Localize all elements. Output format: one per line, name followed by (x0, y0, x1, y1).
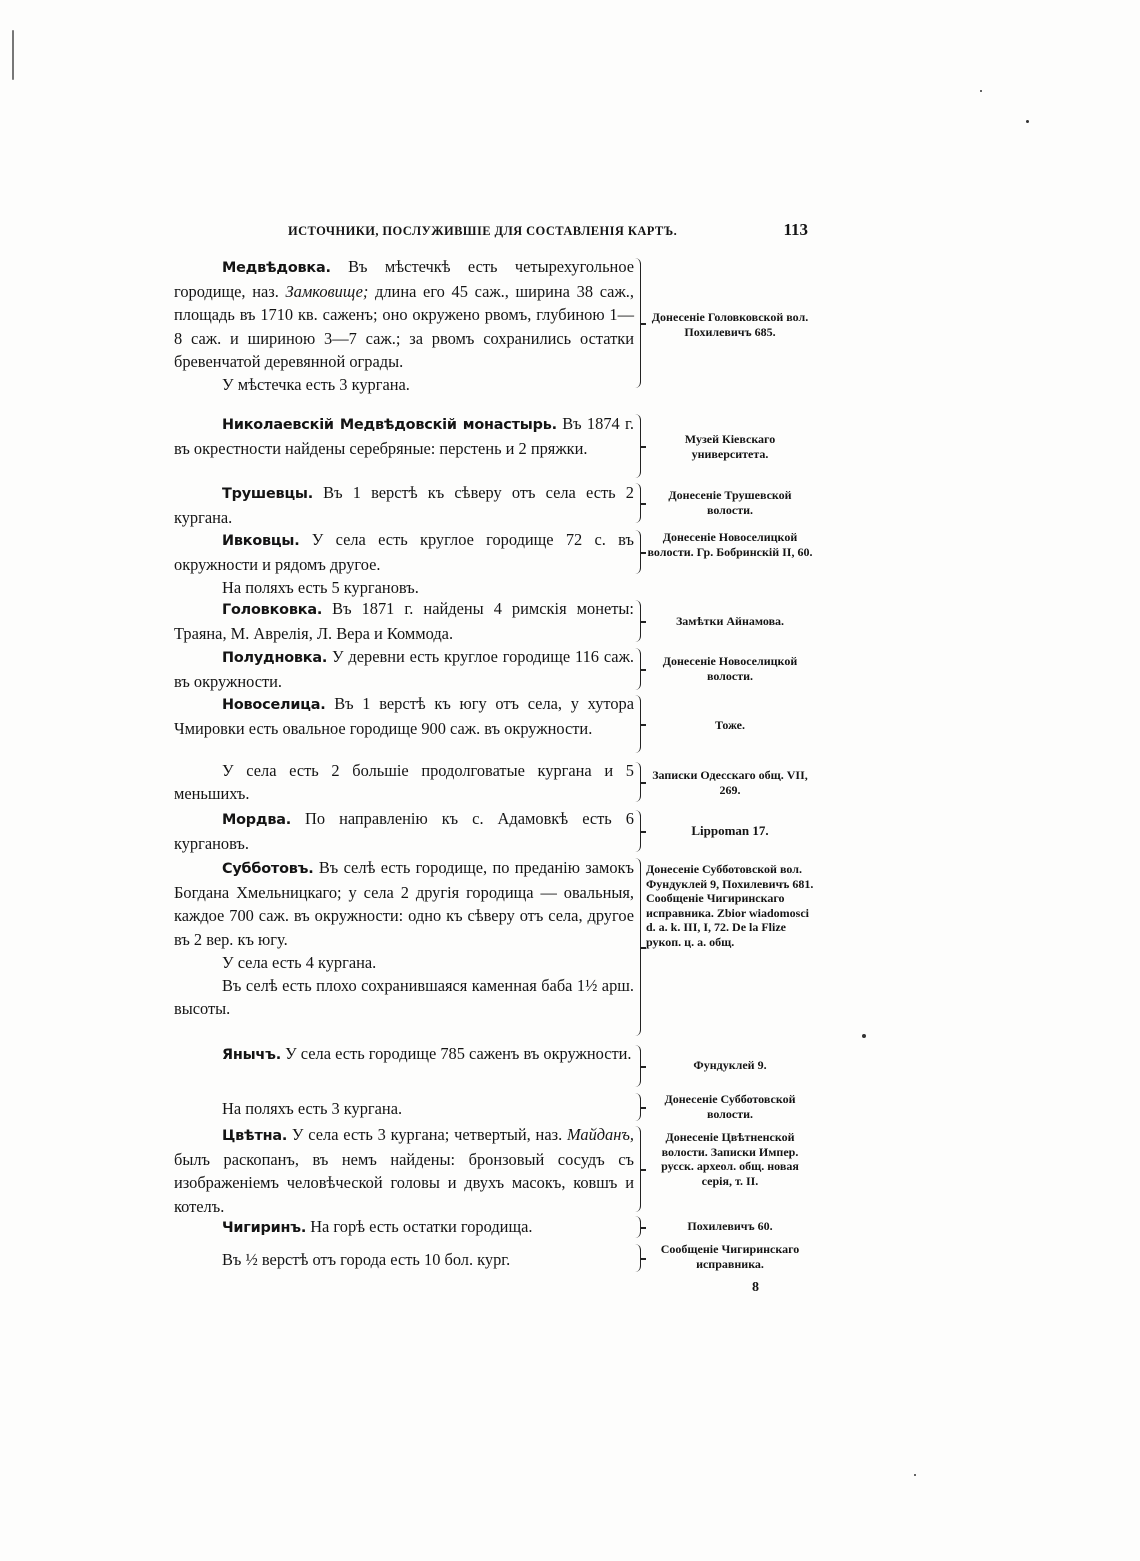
entry-paragraph: Янычъ. У села есть городище 785 саженъ въ окружности. (222, 1044, 632, 1063)
entry-novoselitsa (174, 692, 634, 740)
brace (632, 483, 641, 523)
scan-artifact (12, 30, 14, 80)
entry-paragraph: Цвѣтна. У села есть 3 кургана; четвертый, наз. Майданъ, былъ раскопанъ, въ немъ найдены: бронзовый сосудъ съ изображеніемъ человѣческой головы и двухъ масокъ, ковшъ и котелъ. (174, 1125, 634, 1216)
source-note: Lippoman 17. (691, 823, 769, 838)
page-header (288, 220, 808, 244)
source-note: Донесеніе Субботовской вол. Фундуклей 9, Похилевичъ 681. Сообщеніе Чигиринскаго исправника. Zbior wiadomosci d. a. k. III, I, 72. De la Flize рукоп. ц. а. общ. (646, 862, 814, 949)
entry-tsvetna (174, 1123, 634, 1218)
entry-heading: Ивковцы. (222, 533, 300, 549)
source-note: Донесеніе Головковской вол. Похилевичъ 685. (651, 310, 809, 339)
entry-heading: Янычъ. (222, 1047, 281, 1063)
entry-mordva (174, 807, 634, 855)
scan-artifact (1026, 120, 1029, 123)
source-note: Записки Одесскаго общ. VII, 269. (652, 768, 808, 797)
entry-paragraph: Полудновка. У деревни есть круглое городище 116 саж. въ окружности. (174, 647, 634, 692)
entry-paragraph: Ивковцы. У села есть круглое городище 72 с. въ окружности и рядомъ другое. (174, 530, 634, 575)
entry-trushevtsy (174, 481, 634, 529)
entry-paragraph: Въ ½ верстѣ отъ города есть 10 бол. кург. (222, 1250, 511, 1269)
entry-heading: Новоселица. (222, 697, 326, 713)
entry-paragraph: Мордва. По направленію къ с. Адамовкѣ есть 6 кургановъ. (174, 809, 634, 854)
entry-novoselitsa-kurgans (174, 759, 634, 805)
running-title: ИСТОЧНИКИ, ПОСЛУЖИВШІЕ ДЛЯ СОСТАВЛЕНІЯ КАРТЪ. (288, 224, 678, 238)
entry-paragraph: Въ селѣ есть плохо сохранившаяся каменная баба 1½ арш. высоты. (174, 976, 634, 1019)
brace (632, 414, 641, 478)
entry-paragraph: Трушевцы. Въ 1 верстѣ къ сѣверу отъ села есть 2 кургана. (174, 483, 634, 528)
source-note: Донесеніе Новоселицкой волости. Гр. Бобринскій II, 60. (647, 530, 813, 559)
entry-subbotov (174, 856, 634, 1020)
scan-artifact (914, 1474, 916, 1476)
entry-heading: Субботовъ. (222, 861, 314, 877)
entry-paragraph: Субботовъ. Въ селѣ есть городище, по преданію замокъ Богдана Хмельницкаго; у села 2 другія городища — овальныя, каждое 700 саж. въ окружности: одно къ сѣверу отъ села, другое въ 2 вер. къ югу. (174, 858, 634, 949)
brace (632, 810, 641, 852)
entry-heading: Николаевскій Медвѣдовскій монастырь. (222, 417, 557, 433)
source-note: Тоже. (714, 718, 746, 732)
brace (632, 600, 641, 642)
signature-mark: 8 (752, 1280, 759, 1295)
source-note: Музей Кіевскаго университета. (684, 432, 776, 461)
brace (632, 695, 641, 753)
entry-yanych (174, 1042, 634, 1067)
entry-paragraph: У села есть 2 большіе продолговатые кургана и 5 меньшихъ. (174, 761, 634, 804)
brace (632, 1216, 641, 1238)
brace (632, 648, 641, 690)
entry-chigirin-kurgans (174, 1248, 634, 1271)
entry-heading: Цвѣтна. (222, 1128, 288, 1144)
entry-heading: Чигиринъ. (222, 1220, 307, 1236)
source-note: Замѣтки Айнамова. (675, 614, 785, 628)
entry-nikolaevsky-monastery (174, 412, 634, 460)
entry-paragraph: Николаевскій Медвѣдовскій монастырь. Въ 1874 г. въ окрестности найдены серебряные: перстень и 2 пряжки. (174, 414, 635, 459)
entry-poludnovka (174, 645, 634, 693)
entry-heading: Медвѣдовка. (222, 260, 331, 276)
entry-ivkovtsy (174, 528, 634, 600)
entry-paragraph: У мѣстечка есть 3 кургана. (222, 375, 410, 395)
source-note: Донесеніе Субботовской волости. (664, 1092, 796, 1121)
entry-medvedovka (174, 255, 634, 396)
entry-heading: Трушевцы. (222, 486, 313, 502)
brace (632, 762, 641, 802)
brace (632, 530, 641, 574)
entry-heading: Полудновка. (222, 650, 328, 666)
brace (632, 858, 641, 1036)
entry-paragraph: У села есть 4 кургана. (222, 952, 377, 972)
entry-yanych-kurgans (174, 1097, 634, 1120)
source-note: Донесеніе Цвѣтненской волости. Записки Импер. русск. археол. общ. новая серія, т. II. (661, 1130, 799, 1188)
entry-paragraph: Новоселица. Въ 1 верстѣ къ югу отъ села, у хутора Чмировки есть овальное городище 900 саж. въ окружности. (174, 694, 634, 739)
brace (632, 1093, 641, 1121)
entry-paragraph: Чигиринъ. На горѣ есть остатки городища. (222, 1217, 533, 1236)
source-note: Донесеніе Трушевской волости. (668, 488, 792, 517)
scan-artifact (862, 1034, 866, 1038)
page-number: 113 (783, 220, 808, 239)
brace (632, 1045, 641, 1087)
entry-golovkovka (174, 597, 634, 645)
source-note: Донесеніе Новоселицкой волости. (662, 654, 798, 683)
brace (632, 1244, 641, 1272)
brace (632, 258, 641, 388)
scan-artifact (980, 90, 982, 92)
entry-heading: Мордва. (222, 812, 292, 828)
source-note: Сообщеніе Чигиринскаго исправника. (660, 1242, 800, 1271)
source-note: Фундуклей 9. (693, 1058, 767, 1072)
entry-paragraph: На поляхъ есть 5 кургановъ. (222, 578, 419, 598)
entry-paragraph: Медвѣдовка. Въ мѣстечкѣ есть четырехугольное городище, наз. Замковище; длина его 45 саж., ширина 38 саж., площадь въ 1710 кв. саженъ; оно окружено рвомъ, глубиною 1—8 саж. и шириною 3—7 саж.; за рвомъ сохранились остатки бревенчатой деревянной ограды. (174, 257, 634, 371)
entry-paragraph: Головковка. Въ 1871 г. найдены 4 римскія монеты: Траяна, М. Аврелія, Л. Вера и Коммода. (174, 599, 634, 644)
entry-chigirin (174, 1215, 634, 1240)
entry-paragraph: На поляхъ есть 3 кургана. (222, 1099, 403, 1118)
brace (632, 1126, 641, 1212)
source-note: Похилевичъ 60. (687, 1219, 773, 1233)
entry-heading: Головковка. (222, 602, 323, 618)
